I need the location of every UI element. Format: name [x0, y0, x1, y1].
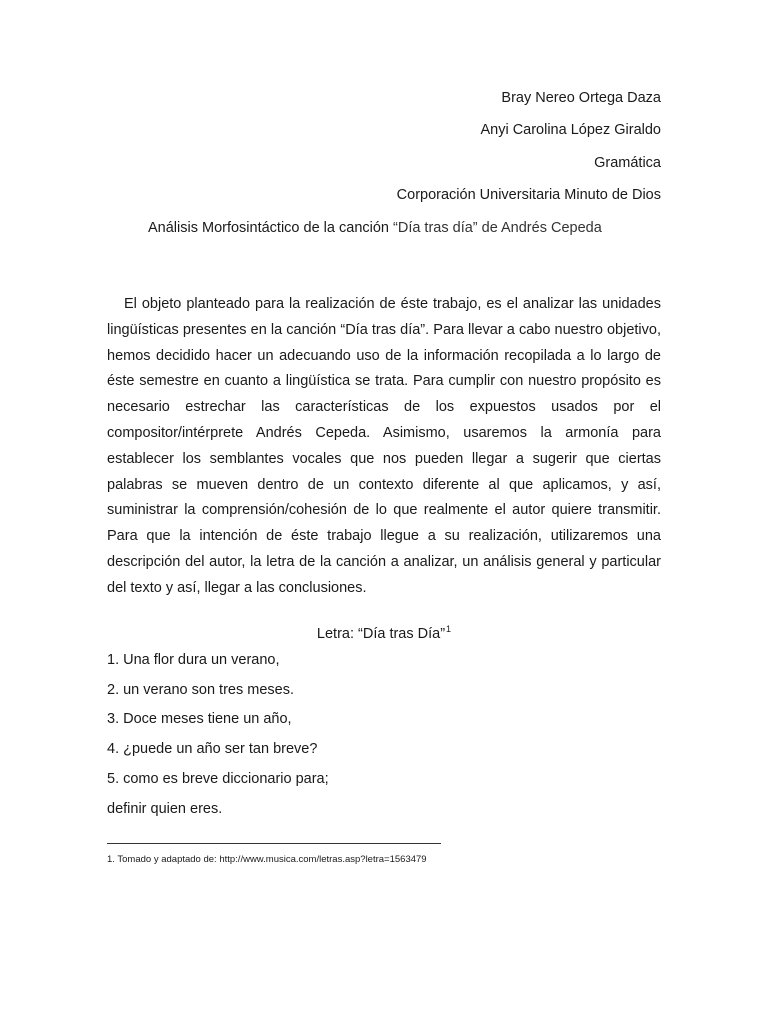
lyric-line: 4. ¿puede un año ser tan breve?: [107, 741, 318, 757]
title-prefix: Análisis Morfosintáctico de la canción: [148, 220, 394, 236]
lyric-line: 3. Doce meses tiene un año,: [107, 711, 292, 727]
lyrics-heading: [0, 620, 768, 643]
subject-line: Gramática: [594, 155, 661, 171]
intro-paragraph-text: El objeto planteado para la realización de éste trabajo, es el analizar las unidades lingüísticas presentes en la canción “Día tras día”. Para llevar a cabo nuestro objetivo, hemos decidido hacer un adecuando uso de la información recopilada a lo largo de éste semestre en cuanto a lingüística se trata. Para cumplir con nuestro propósito es necesario estrechar las características de los expuestos usados por el compositor/intérprete Andrés Cepeda. Asimismo, usaremos la armonía para establecer los semblantes vocales que nos pueden llegar a sugerir que ciertas palabras se mueven dentro de un contexto diferente al que aplicamos, y así, suministrar la comprensión/cohesión de lo que realmente el autor quiere transmitir. Para que la intención de éste trabajo llegue a su realización, utilizaremos una descripción del autor, la letra de la canción a analizar, un análisis general y particular del texto y así, llegar a las conclusiones.: [107, 296, 661, 596]
footnote-marker: 1: [446, 624, 452, 634]
author-name-2: Anyi Carolina López Giraldo: [480, 122, 661, 138]
document-title: [148, 219, 602, 237]
lyric-line: 2. un verano son tres meses.: [107, 682, 294, 698]
intro-paragraph: [107, 292, 661, 602]
lyric-line: 1. Una flor dura un verano,: [107, 652, 280, 668]
lyric-line: 5. como es breve diccionario para;: [107, 771, 329, 787]
footnote-text: 1. Tomado y adaptado de: http://www.musica.com/letras.asp?letra=1563479: [107, 854, 427, 865]
lyric-line: definir quien eres.: [107, 801, 223, 817]
footnote-separator: [107, 843, 441, 844]
institution-line: Corporación Universitaria Minuto de Dios: [396, 187, 661, 203]
author-name-1: Bray Nereo Ortega Daza: [501, 90, 661, 106]
title-song: “Día tras día” de Andrés Cepeda: [393, 220, 602, 236]
lyrics-heading-text: Letra: “Día tras Día”: [316, 626, 446, 642]
